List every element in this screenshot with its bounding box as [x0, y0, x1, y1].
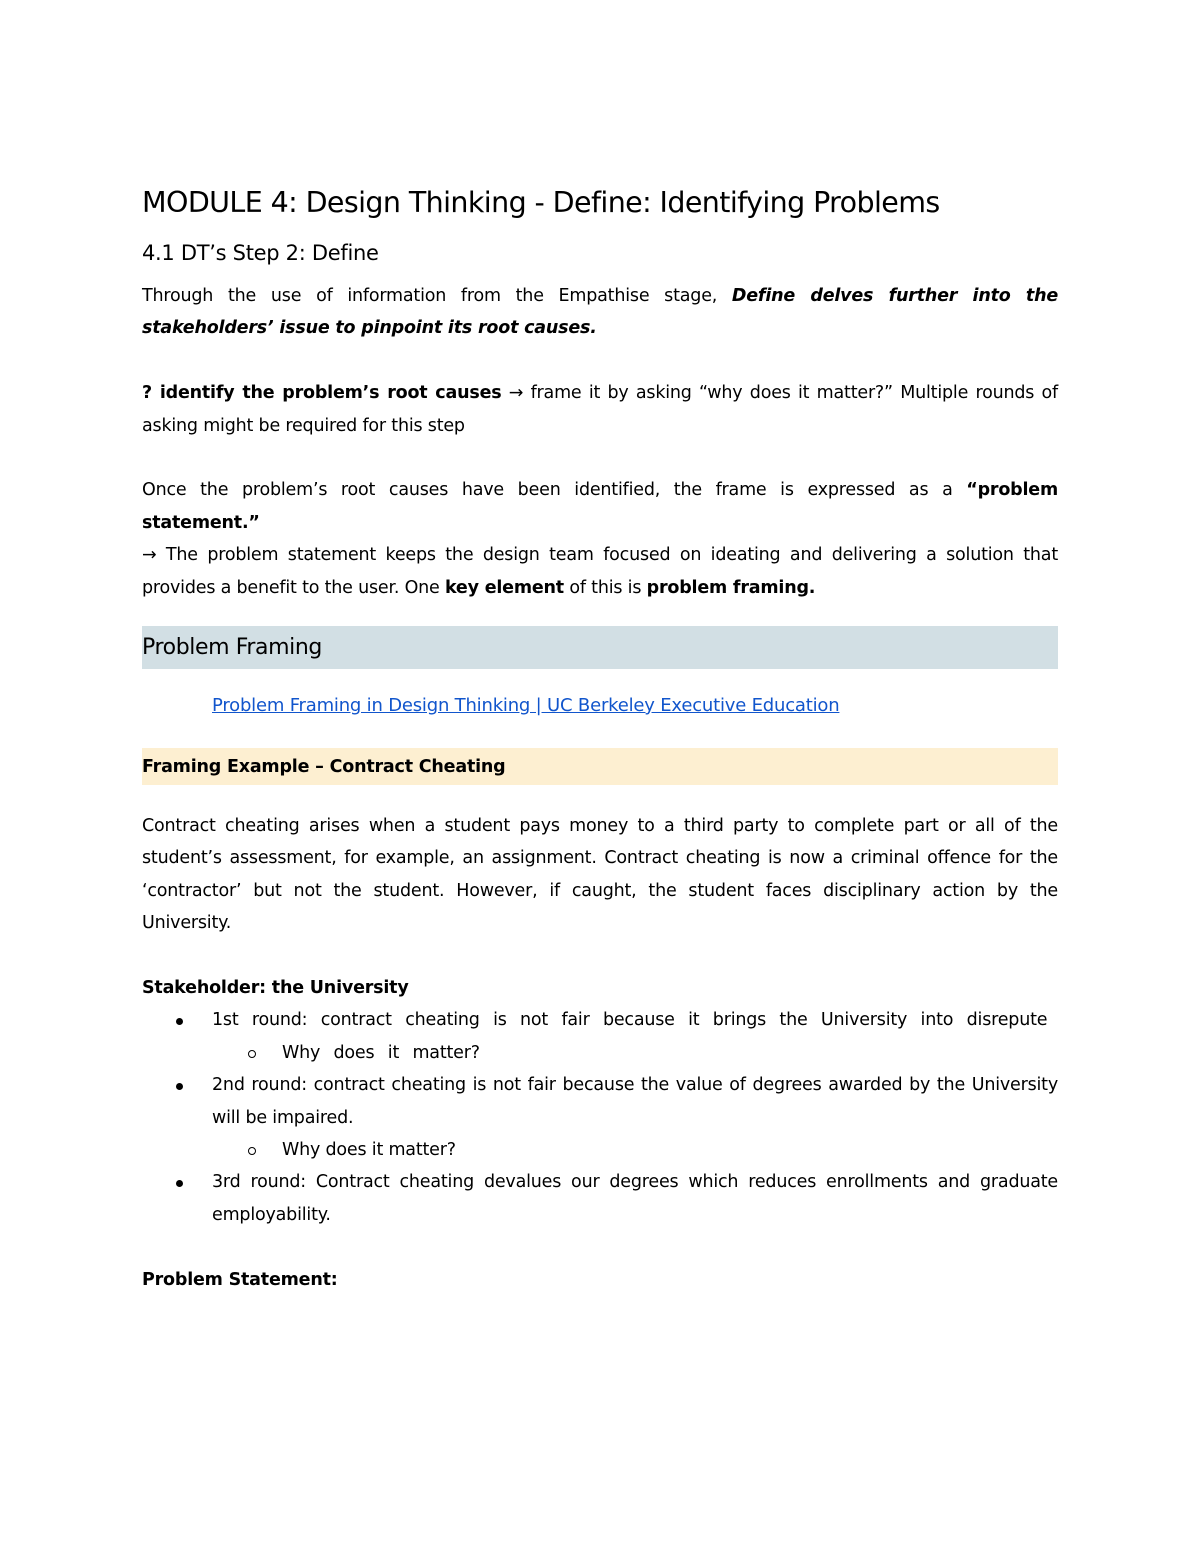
root-causes-bold: ? identify the problem’s root causes [142, 383, 502, 404]
key-element-bold: key element [444, 577, 564, 598]
statement-bold: “problem statement.” [142, 480, 1058, 533]
rounds-list [142, 1004, 1058, 1231]
intro-paragraph [142, 280, 1058, 345]
statement-detail-paragraph [142, 539, 1058, 604]
root-causes-text: → frame it by asking “why does it matter?” Multiple rounds of asking might be required for this step [142, 383, 1058, 436]
problem-framing-bold: problem framing. [646, 577, 816, 598]
problem-framing-heading [142, 626, 1058, 669]
round-text: 1st round: contract cheating is not fair because it brings the University into disrepute [212, 1010, 1048, 1031]
example-paragraph: Contract cheating arises when a student pays money to a third party to complete part or all of the student’s assessment, for example, an assignment. Contract cheating is now a criminal offence for the ‘contractor’ but not the student. However, if caught, the student faces disciplinary action by the University. [142, 816, 1058, 934]
page-title: MODULE 4: Design Thinking - Define: Identifying Problems [142, 186, 940, 219]
sub-list [212, 1134, 1058, 1166]
framing-example-heading [142, 748, 1058, 785]
problem-statement-label [142, 1264, 1058, 1296]
stakeholder-label [142, 972, 1058, 1004]
list-item [212, 1004, 1058, 1069]
document-content [142, 182, 1058, 1296]
problem-statement-label-text: Problem Statement: [142, 1269, 338, 1290]
intro-emphasis: Define delves further into the stakeholders’ issue to pinpoint its root causes. [142, 286, 1058, 339]
problem-framing-heading-text: Problem Framing [142, 635, 322, 661]
statement-text: Once the problem’s root causes have been identified, the frame is expressed as a [142, 480, 967, 501]
stakeholder-label-text: Stakeholder: the University [142, 978, 409, 999]
intro-text: Through the use of information from the Empathise stage, [142, 286, 732, 306]
statement-detail-text-2: of this is [563, 577, 647, 598]
list-item [212, 1069, 1058, 1166]
link-row [142, 695, 1058, 716]
berkeley-link[interactable]: Problem Framing in Design Thinking | UC Berkeley Executive Education [212, 695, 840, 717]
statement-detail-text-1: → The problem statement keeps the design team focused on ideating and delivering a solution that provides a benefit to the user. One [142, 545, 1058, 598]
list-item [212, 1166, 1058, 1231]
statement-paragraph [142, 474, 1058, 539]
section-heading: 4.1 DT’s Step 2: Define [142, 241, 379, 265]
root-causes-paragraph [142, 377, 1058, 442]
sub-list-item: Why does it matter? [282, 1134, 1058, 1166]
framing-example-heading-text: Framing Example – Contract Cheating [142, 756, 506, 777]
sub-list-item: Why does it matter? [282, 1037, 1058, 1069]
round-text: 3rd round: Contract cheating devalues our degrees which reduces enrollments and graduate employability. [212, 1172, 1058, 1225]
sub-list [212, 1037, 1058, 1069]
round-text: 2nd round: contract cheating is not fair because the value of degrees awarded by the University will be impaired. [212, 1075, 1058, 1128]
